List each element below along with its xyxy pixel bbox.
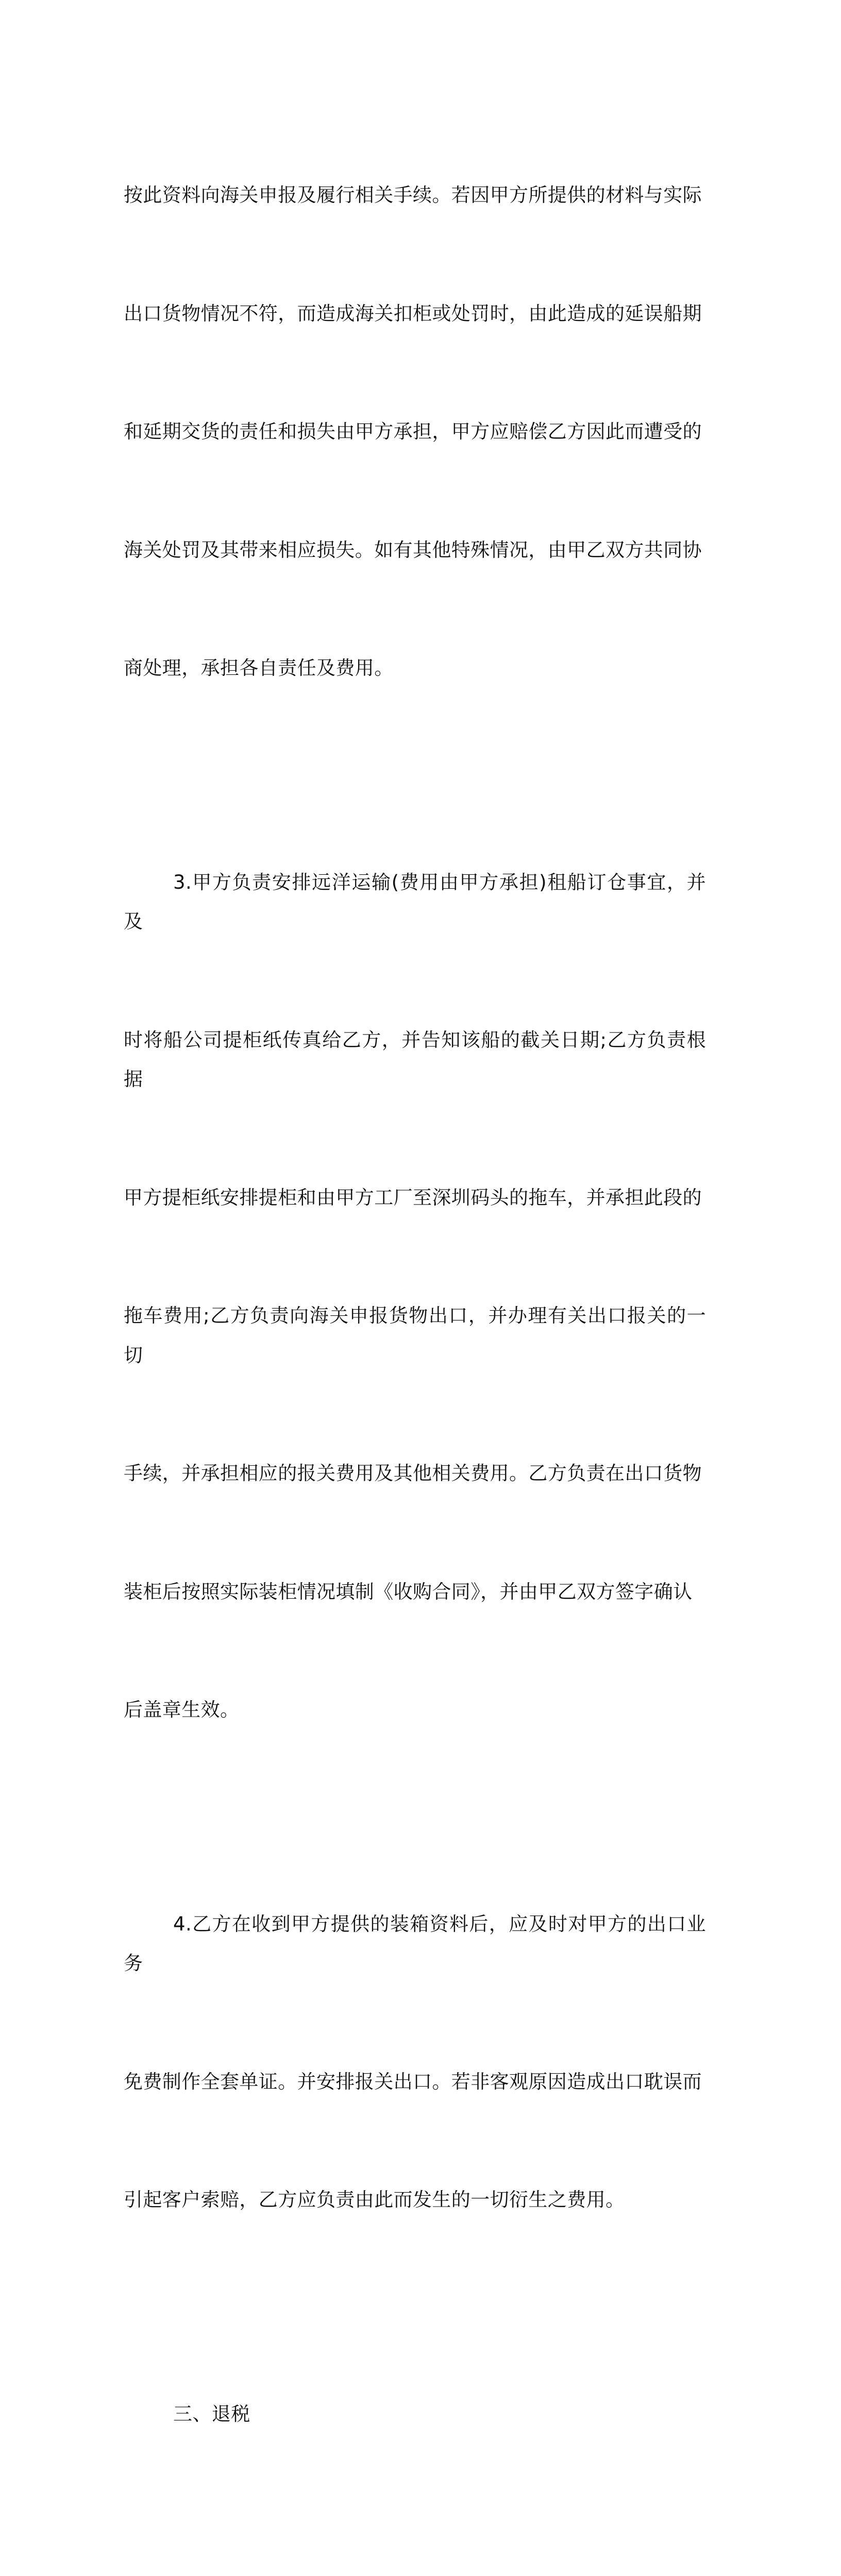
text-line: 甲方提柜纸安排提柜和由甲方工厂至深圳码头的拖车，并承担此段的 [124, 1186, 702, 1209]
text-line: 拖车费用;乙方负责向海关申报货物出口，并办理有关出口报关的一切 [124, 1304, 706, 1366]
paragraph-refund-clause-1 [124, 2530, 706, 2576]
paragraph-clause-3 [124, 784, 706, 1809]
document-body [124, 97, 706, 2576]
text-line: 海关处罚及其带来相应损失。如有其他特殊情况，由甲乙双方共同协 [124, 538, 702, 561]
section-heading-tax-refund [124, 2316, 706, 2513]
text-line: 免费制作全套单证。并安排报关出口。若非客观原因造成出口耽误而 [124, 2070, 702, 2093]
text-line: 装柜后按照实际装柜情况填制《收购合同》，并由甲乙双方签字确认 [124, 1580, 693, 1603]
text-line: 3.甲方负责安排远洋运输(费用由甲方承担)租船订仓事宜，并及 [124, 871, 706, 933]
heading-text: 三、退税 [173, 2402, 250, 2425]
text-line: 后盖章生效。 [124, 1699, 240, 1721]
paragraph-customs-liability [124, 97, 706, 767]
text-line: 时将船公司提柜纸传真给乙方，并告知该船的截关日期;乙方负责根据 [124, 1028, 706, 1090]
text-line: 手续，并承担相应的报关费用及其他相关费用。乙方负责在出口货物 [124, 1462, 702, 1484]
text-line: 引起客户索赔，乙方应负责由此而发生的一切衍生之费用。 [124, 2189, 625, 2211]
text-line: 出口货物情况不符，而造成海关扣柜或处罚时，由此造成的延误船期 [124, 302, 702, 325]
text-line: 按此资料向海关申报及履行相关手续。若因甲方所提供的材料与实际 [124, 184, 702, 206]
text-line: 商处理，承担各自责任及费用。 [124, 657, 394, 679]
paragraph-clause-4 [124, 1826, 706, 2299]
text-line: 4.乙方在收到甲方提供的装箱资料后，应及时对甲方的出口业务 [124, 1912, 706, 1974]
text-line: 和延期交货的责任和损失由甲方承担，甲方应赔偿乙方因此而遭受的 [124, 420, 702, 443]
